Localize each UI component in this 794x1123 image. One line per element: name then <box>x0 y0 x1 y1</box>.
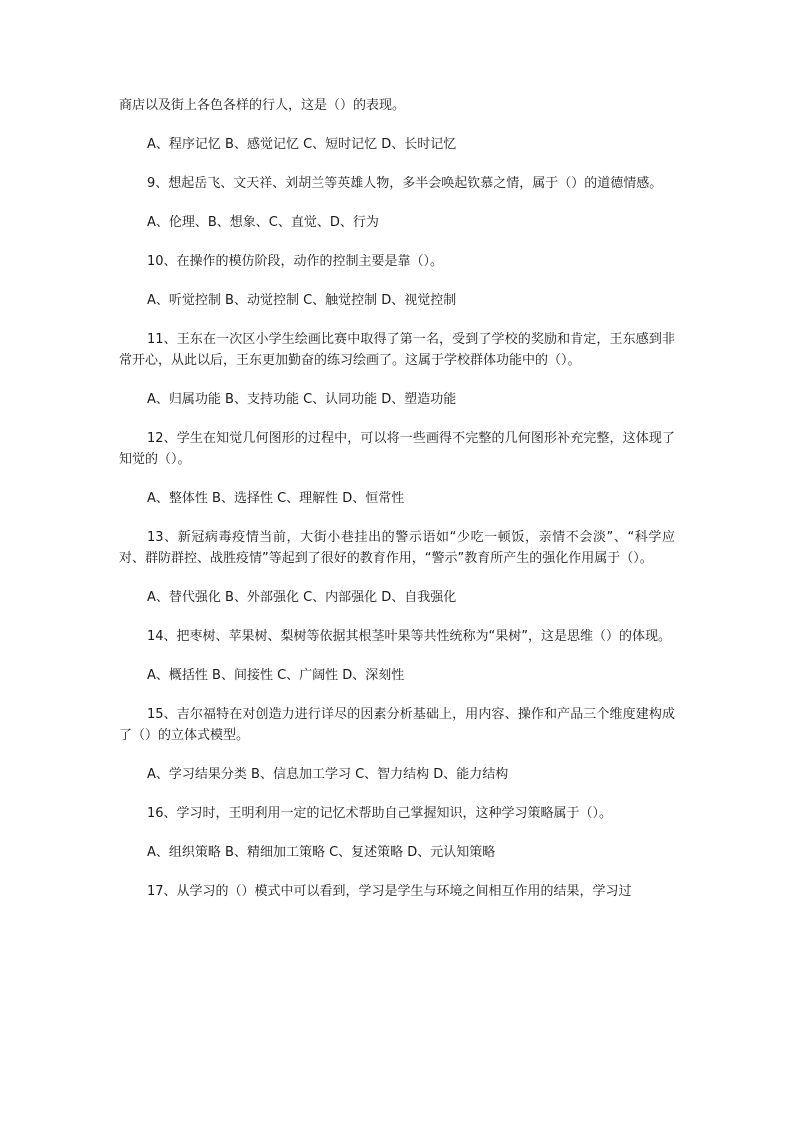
question-14-options: A、概括性 B、间接性 C、广阔性 D、深刻性 <box>147 668 405 683</box>
question-13-options: A、替代强化 B、外部强化 C、内部强化 D、自我强化 <box>147 590 457 605</box>
question-16-options: A、组织策略 B、精细加工策略 C、复述策略 D、元认知策略 <box>147 845 496 860</box>
question-17: 17、从学习的（）模式中可以看到，学习是学生与环境之间相互作用的结果，学习过 <box>147 884 632 899</box>
question-8-continuation: 商店以及街上各色各样的行人，这是（）的表现。 <box>119 98 406 113</box>
document-body <box>119 95 675 902</box>
question-12: 12、学生在知觉几何图形的过程中，可以将一些画得不完整的几何图形补充完整，这体现了知觉的（）。 <box>119 431 675 467</box>
question-8-options: A、程序记忆 B、感觉记忆 C、短时记忆 D、长时记忆 <box>147 137 457 152</box>
question-9-options: A、伦理、B、想象、C、直觉、D、行为 <box>147 215 379 230</box>
question-10-options: A、听觉控制 B、动觉控制 C、触觉控制 D、视觉控制 <box>147 293 457 308</box>
question-12-options: A、整体性 B、选择性 C、理解性 D、恒常性 <box>147 491 405 506</box>
question-10: 10、在操作的模仿阶段，动作的控制主要是靠（）。 <box>147 254 444 269</box>
question-11-options: A、归属功能 B、支持功能 C、认同功能 D、塑造功能 <box>147 392 457 407</box>
question-16: 16、学习时，王明利用一定的记忆术帮助自己掌握知识，这种学习策略属于（）。 <box>147 806 613 821</box>
question-15: 15、吉尔福特在对创造力进行详尽的因素分析基础上，用内容、操作和产品三个维度建构成了（）的立体式模型。 <box>119 707 675 743</box>
question-13: 13、新冠病毒疫情当前，大街小巷挂出的警示语如“少吃一顿饭，亲情不会淡”、“科学应对、群防群控、战胜疫情”等起到了很好的教育作用，“警示”教育所产生的强化作用属于（）。 <box>119 530 675 566</box>
question-11: 11、王东在一次区小学生绘画比赛中取得了第一名，受到了学校的奖励和肯定，王东感到非常开心，从此以后，王东更加勤奋的练习绘画了。这属于学校群体功能中的（）。 <box>119 332 675 368</box>
question-14: 14、把枣树、苹果树、梨树等依据其根茎叶果等共性统称为“果树”，这是思维（）的体现。 <box>147 629 672 644</box>
question-15-options: A、学习结果分类 B、信息加工学习 C、智力结构 D、能力结构 <box>147 767 509 782</box>
question-9: 9、想起岳飞、文天祥、刘胡兰等英雄人物，多半会唤起钦慕之情，属于（）的道德情感。 <box>147 176 663 191</box>
